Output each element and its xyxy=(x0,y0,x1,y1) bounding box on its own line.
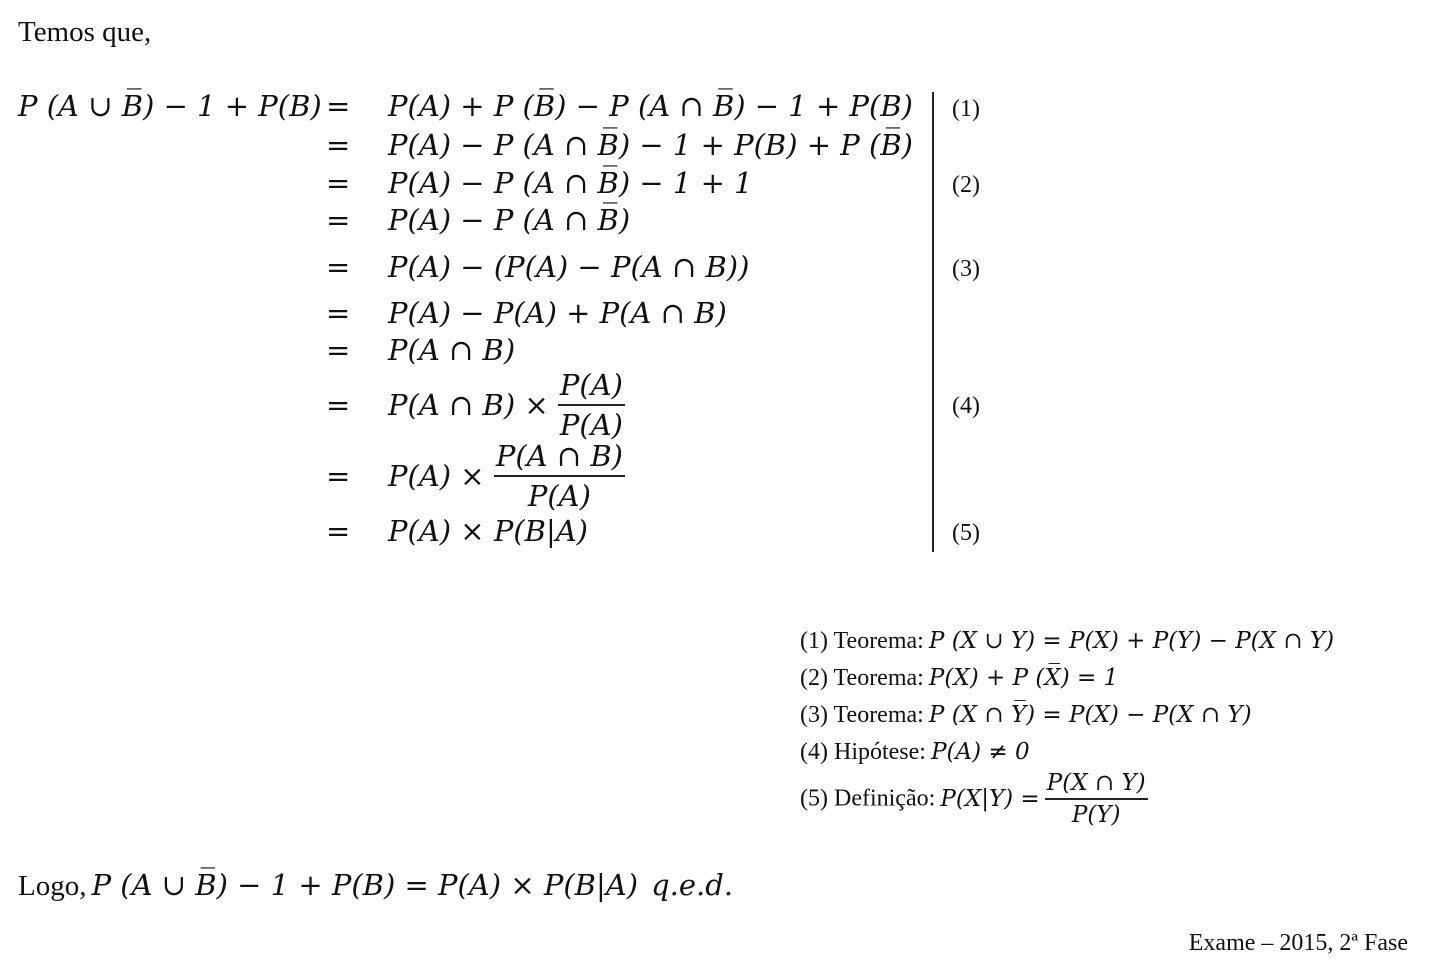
note-2 xyxy=(800,665,1118,692)
fraction xyxy=(494,439,625,513)
note-label: (4) Hipótese: xyxy=(800,739,926,765)
conclusion-lead: Logo, xyxy=(18,870,87,902)
qed-mark: q.e.d. xyxy=(651,868,734,902)
equals-sign: = xyxy=(326,250,351,284)
note-label: (2) Teorema: xyxy=(800,665,924,691)
equals-sign: = xyxy=(326,333,351,367)
step-tag: (3) xyxy=(952,256,980,282)
equals-sign: = xyxy=(326,459,351,493)
fraction-bar xyxy=(1045,798,1148,800)
exam-source: Exame – 2015, 2ª Fase xyxy=(1188,930,1408,956)
note-label: (5) Definição: xyxy=(800,785,936,812)
fraction-denominator: P(Y) xyxy=(1071,802,1121,828)
fraction-bar xyxy=(558,404,625,406)
note-formula: P(X) + P (X̅) = 1 xyxy=(928,665,1119,691)
step-tag: (1) xyxy=(952,96,980,122)
step-tag: (4) xyxy=(952,393,980,419)
fraction xyxy=(1045,770,1148,828)
note-3 xyxy=(800,702,1252,729)
equals-sign: = xyxy=(326,388,351,422)
equals-sign: = xyxy=(326,296,351,330)
step-prefix: P(A) × xyxy=(388,459,485,493)
equals-sign: = xyxy=(326,89,351,123)
equals-sign: = xyxy=(326,514,351,548)
note-label: (1) Teorema: xyxy=(800,628,924,654)
conclusion xyxy=(18,868,733,903)
note-1 xyxy=(800,628,1334,655)
step-tag: (5) xyxy=(952,520,980,546)
fraction-numerator: P(A) xyxy=(559,368,623,402)
tag-separator-line xyxy=(932,92,934,552)
fraction-bar xyxy=(494,475,625,477)
derivation-step: P(A) − P (A ∩ B̅) − 1 + 1 xyxy=(388,166,753,200)
derivation-step: P(A) − P (A ∩ B̅) xyxy=(388,203,631,237)
step-tag: (2) xyxy=(952,172,980,198)
note-formula: P(A) ≠ 0 xyxy=(931,739,1030,765)
conclusion-formula: P (A ∪ B̅) − 1 + P(B) = P(A) × P(B|A) xyxy=(91,868,639,902)
note-formula: P (X ∩ Y̅) = P(X) − P(X ∩ Y) xyxy=(928,702,1252,728)
derivation-lhs: P (A ∪ B̅) − 1 + P(B) xyxy=(18,89,322,123)
derivation-step xyxy=(388,368,625,442)
fraction xyxy=(558,368,625,442)
note-formula-prefix: P(X|Y) = xyxy=(940,786,1040,812)
intro-text: Temos que, xyxy=(18,16,152,48)
fraction-denominator: P(A) xyxy=(527,479,591,513)
derivation-step: P(A) + P (B̅) − P (A ∩ B̅) − 1 + P(B) xyxy=(388,89,913,123)
derivation-step: P(A) − P(A) + P(A ∩ B) xyxy=(388,296,727,330)
derivation-step xyxy=(388,439,625,513)
fraction-denominator: P(A) xyxy=(559,408,623,442)
equals-sign: = xyxy=(326,166,351,200)
derivation-step: P(A) − P (A ∩ B̅) − 1 + P(B) + P (B̅) xyxy=(388,128,913,162)
derivation-step: P(A) − (P(A) − P(A ∩ B)) xyxy=(388,250,750,284)
equals-sign: = xyxy=(326,128,351,162)
fraction-numerator: P(X ∩ Y) xyxy=(1046,770,1146,796)
equals-sign: = xyxy=(326,203,351,237)
step-prefix: P(A ∩ B) × xyxy=(388,388,549,422)
derivation-step: P(A ∩ B) xyxy=(388,333,516,367)
note-5 xyxy=(800,770,1148,828)
fraction-numerator: P(A ∩ B) xyxy=(495,439,623,473)
note-formula: P (X ∪ Y) = P(X) + P(Y) − P(X ∩ Y) xyxy=(928,628,1335,654)
note-label: (3) Teorema: xyxy=(800,702,924,728)
note-4 xyxy=(800,739,1030,766)
derivation-step: P(A) × P(B|A) xyxy=(388,514,588,548)
